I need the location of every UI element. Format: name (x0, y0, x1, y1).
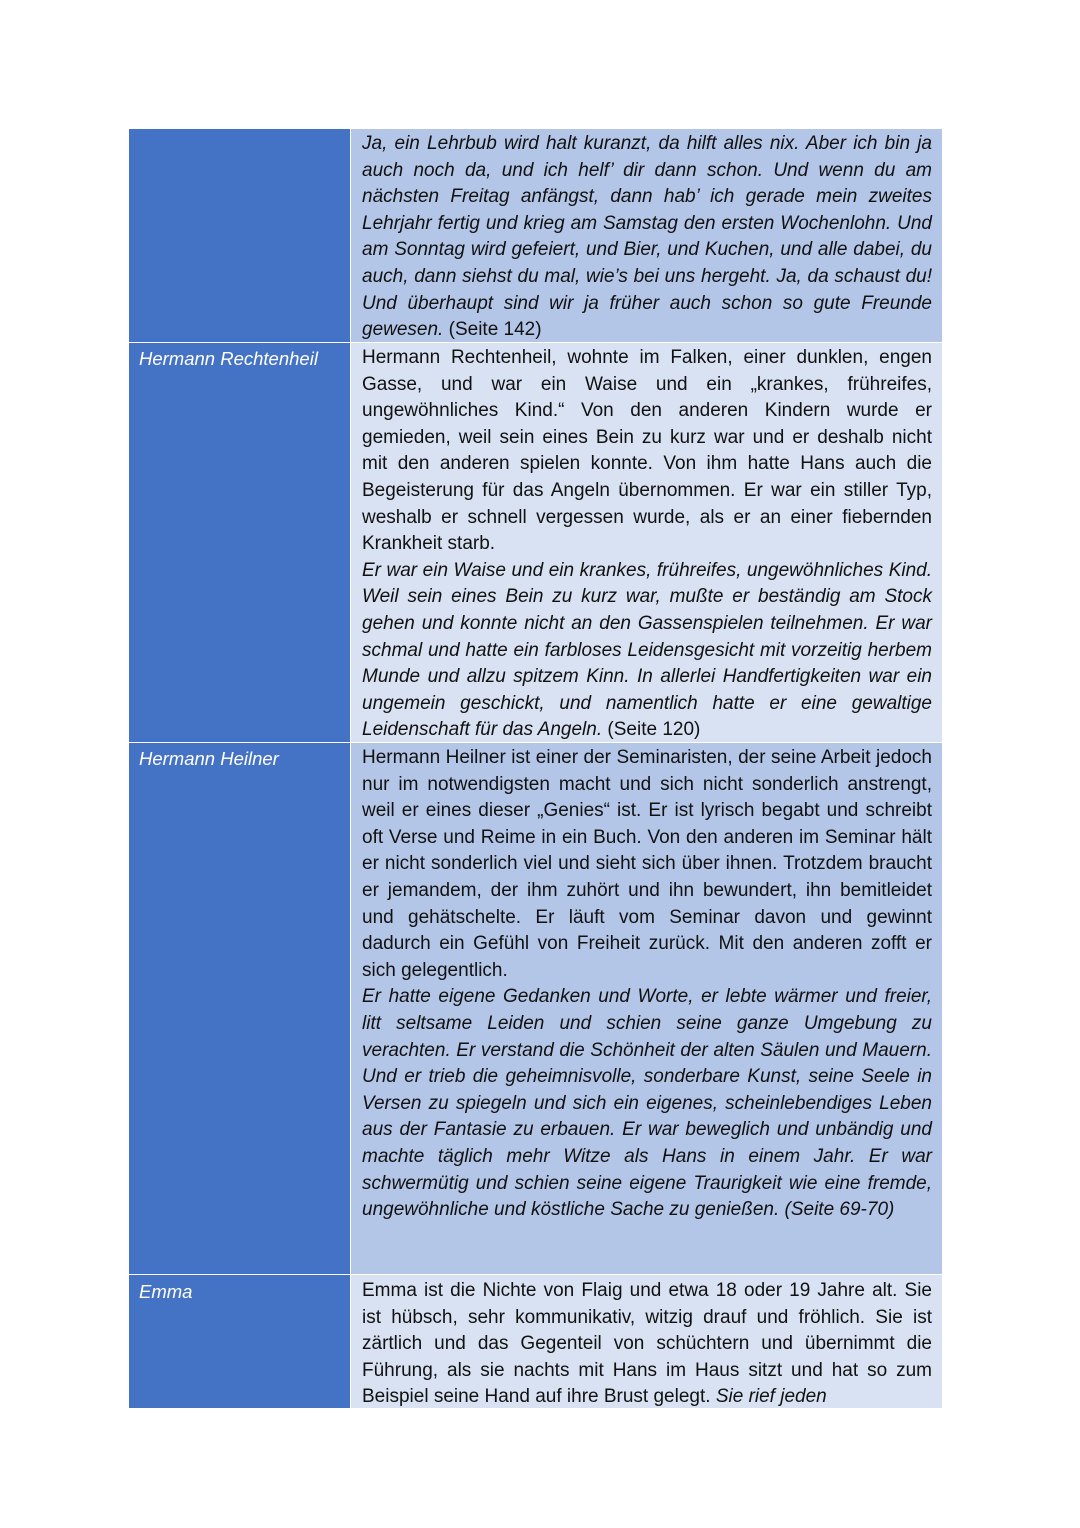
character-description-cell (351, 1274, 942, 1408)
table-row (129, 742, 942, 1274)
character-description-cell (351, 129, 942, 342)
character-description-cell (351, 742, 942, 1274)
quote-paragraph (362, 131, 932, 344)
quote-text: Er war ein Waise und ein krankes, frühreifes, ungewöhnliches Kind. Weil sein eines Bein zu kurz war, mußte er beständig am Stock gehen und konnte nicht an den Gassenspielen teilnehmen. Er war schmal und hatte ein farbloses Leidensgesicht mit vorzeitig herbem Munde und allzu spitzem Kinn. In allerlei Handfertigkeiten war ein ungemein geschickt, und namentlich hatte er eine gewaltige Leidenschaft für das Angeln. (362, 559, 932, 741)
quote-text: Ja, ein Lehrbub wird halt kuranzt, da hilft alles nix. Aber ich bin ja auch noch da, und ich helf’ dir dann schon. Und wenn du am nächsten Freitag anfängst, dann hab’ ich gerade mein zweites Lehrjahr fertig und krieg am Samstag den ersten Wochenlohn. Und am Sonntag wird gefeiert, und Bier, und Kuchen, und alle dabei, du auch, dann siehst du mal, wie’s bei uns hergeht. Ja, da schaust du! Und überhaupt sind wir ja früher auch schon so gute Freunde gewesen. (362, 133, 932, 341)
character-table (129, 129, 942, 1408)
description-paragraph: Hermann Heilner ist einer der Seminaristen, der seine Arbeit jedoch nur im notwendigsten macht und sich nicht sonderlich anstrengt, weil er eines dieser „Genies“ ist. Er ist lyrisch begabt und schreibt oft Verse und Reime in ein Buch. Von den anderen im Seminar hält er nicht sonderlich viel und sieht sich über ihnen. Trotzdem braucht er jemandem, der ihm zuhört und ihn bewundert, ihn bemitleidet und gehätschelte. Er läuft vom Seminar davon und gewinnt dadurch ein Gefühl von Freiheit zurück. Mit den anderen zofft er sich gelegentlich. (362, 747, 932, 981)
table-row (129, 129, 942, 342)
character-name-cell: Hermann Heilner (129, 742, 351, 1274)
character-description-cell (351, 342, 942, 742)
quote-text: Sie rief jeden (710, 1386, 827, 1408)
character-name-cell: Hermann Rechtenheil (129, 342, 351, 742)
quote-paragraph: Er hatte eigene Gedanken und Worte, er lebte wärmer und freier, litt seltsame Leiden und schien seine ganze Umgebung zu verachten. Er verstand die Schönheit der alten Säulen und Mauern. Und er trieb die geheimnisvolle, sonderbare Kunst, seine Seele in Versen zu spiegeln und sich ein eigenes, scheinlebendiges Leben aus der Fantasie zu erbauen. Er war beweglich und unbändig und machte täglich mehr Witze als Hans in einem Jahr. Er war schwermütig und schien seine eigene Traurigkeit wie eine fremde, ungewöhnliche und köstliche Sache zu genießen. (Seite 69-70) (362, 986, 932, 1221)
description-paragraph (362, 1278, 932, 1411)
character-name-cell: Emma (129, 1274, 351, 1408)
table-row (129, 1274, 942, 1408)
quote-paragraph (362, 558, 932, 744)
description-paragraph: Hermann Rechtenheil, wohnte im Falken, einer dunklen, engen Gasse, und war ein Waise und ein „krankes, frühreifes, ungewöhnliches Kind.“ Von den anderen Kindern wurde er gemieden, weil sein eines Bein zu kurz war und er deshalb nicht mit den anderen spielen konnte. Von ihm hatte Hans auch die Begeisterung für das Angeln übernommen. Er war ein stiller Typ, weshalb er schnell vergessen wurde, als er an einer fiebernden Krankheit starb. (362, 347, 932, 555)
page-reference: (Seite 142) (443, 319, 542, 341)
character-name-cell (129, 129, 351, 342)
table-row (129, 342, 942, 742)
description-text: Emma ist die Nichte von Flaig und etwa 18 oder 19 Jahre alt. Sie ist hübsch, sehr kommunikativ, witzig drauf und fröhlich. Sie ist zärtlich und das Gegenteil von schüchtern und übernimmt die Führung, als sie nachts mit Hans im Haus sitzt und hat so zum Beispiel seine Hand auf ihre Brust gelegt. (362, 1280, 932, 1408)
page-reference: (Seite 120) (602, 719, 701, 741)
